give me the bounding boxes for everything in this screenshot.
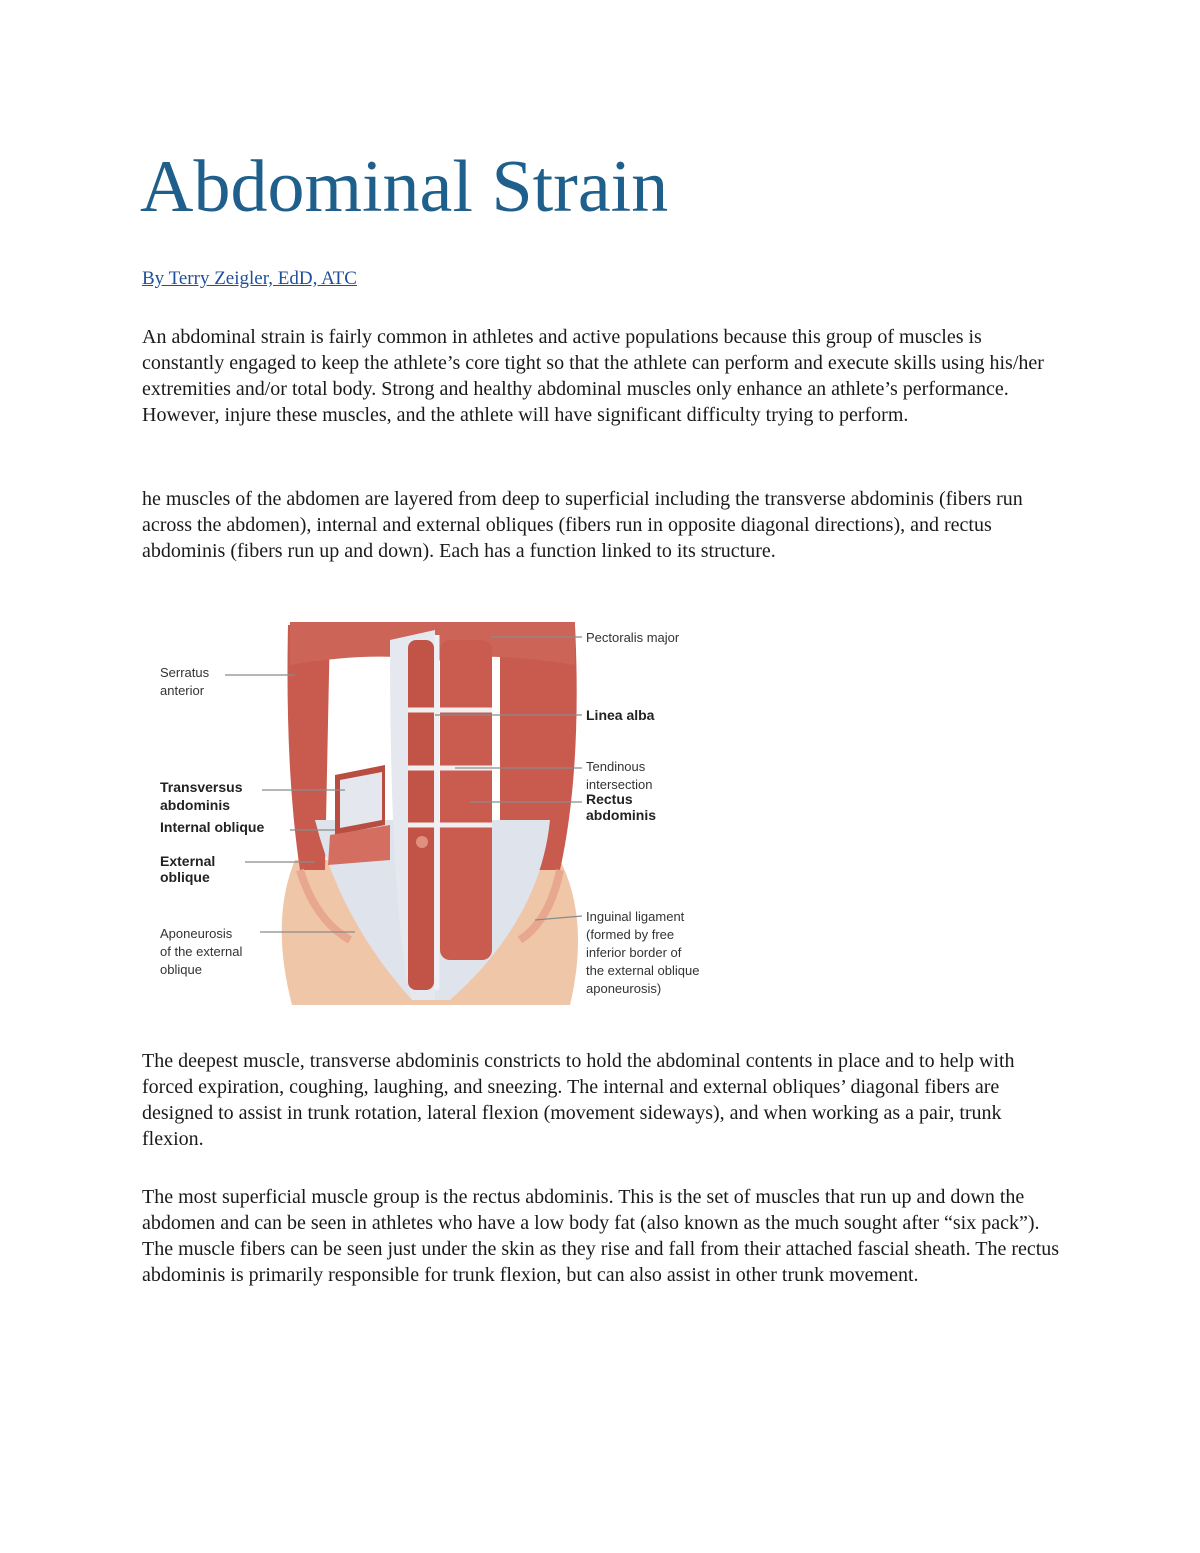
label-inguinal-line2: (formed by free bbox=[586, 927, 675, 942]
label-inguinal-line5: aponeurosis) bbox=[586, 981, 662, 996]
label-aponeurosis-line3: oblique bbox=[160, 962, 202, 977]
label-transversus-line2: abdominis bbox=[160, 797, 231, 813]
label-inguinal-line1: Inguinal ligament bbox=[586, 909, 685, 924]
label-tendinous-line2: intersection bbox=[586, 777, 653, 792]
abdominal-muscles-figure bbox=[150, 620, 730, 1005]
label-rectus-line2: abdominis bbox=[586, 807, 657, 823]
paragraph-muscle-layers: he muscles of the abdomen are layered from deep to superficial including the transverse abdominis (fibers run across the abdomen), internal and external obliques (fibers run in opposite diagonal directions), and rectus abdominis (fibers run up and down). Each has a function linked to its structure. bbox=[142, 488, 1023, 562]
label-rectus-line1: Rectus bbox=[586, 791, 633, 807]
label-serratus-line2: anterior bbox=[160, 683, 205, 698]
label-tendinous-line1: Tendinous bbox=[586, 759, 646, 774]
paragraph-intro: An abdominal strain is fairly common in athletes and active populations because this group of muscles is constantly engaged to keep the athlete’s core tight so that the athlete can perform and execute skills using his/her extremities and/or total body. Strong and healthy abdominal muscles only enhance an athlete’s performance. However, injure these muscles, and the athlete will have significant difficulty trying to perform. bbox=[142, 326, 1044, 426]
paragraph-deep-muscles: The deepest muscle, transverse abdominis constricts to hold the abdominal contents in place and to help with forced expiration, coughing, laughing, and sneezing. The internal and external obliques’ diagonal fibers are designed to assist in trunk rotation, lateral flexion (movement sideways), and when working as a pair, trunk flexion. bbox=[142, 1050, 1015, 1150]
label-aponeurosis-line1: Aponeurosis bbox=[160, 926, 233, 941]
paragraph-rectus-abdominis: The most superficial muscle group is the rectus abdominis. This is the set of muscles that run up and down the abdomen and can be seen in athletes who have a low body fat (also known as the much sought after “six pack”). The muscle fibers can be seen just under the skin as they rise and fall from their attached fascial sheath. The rectus abdominis is primarily responsible for trunk flexion, but can also assist in other trunk movement. bbox=[142, 1186, 1060, 1286]
label-inguinal-line4: the external oblique bbox=[586, 963, 700, 978]
label-linea-alba: Linea alba bbox=[586, 707, 655, 723]
label-external-oblique-line1: External bbox=[160, 853, 216, 869]
label-external-oblique-line2: oblique bbox=[160, 869, 210, 885]
torso-illustration bbox=[282, 622, 578, 1005]
label-internal-oblique: Internal oblique bbox=[160, 819, 265, 835]
label-pectoralis-major: Pectoralis major bbox=[586, 630, 680, 645]
label-serratus-line1: Serratus bbox=[160, 665, 210, 680]
author-byline-link[interactable]: By Terry Zeigler, EdD, ATC bbox=[142, 268, 357, 289]
label-inguinal-line3: inferior border of bbox=[586, 945, 682, 960]
label-transversus-line1: Transversus bbox=[160, 779, 243, 795]
label-aponeurosis-line2: of the external bbox=[160, 944, 243, 959]
document-title: Abdominal Strain bbox=[140, 146, 669, 228]
